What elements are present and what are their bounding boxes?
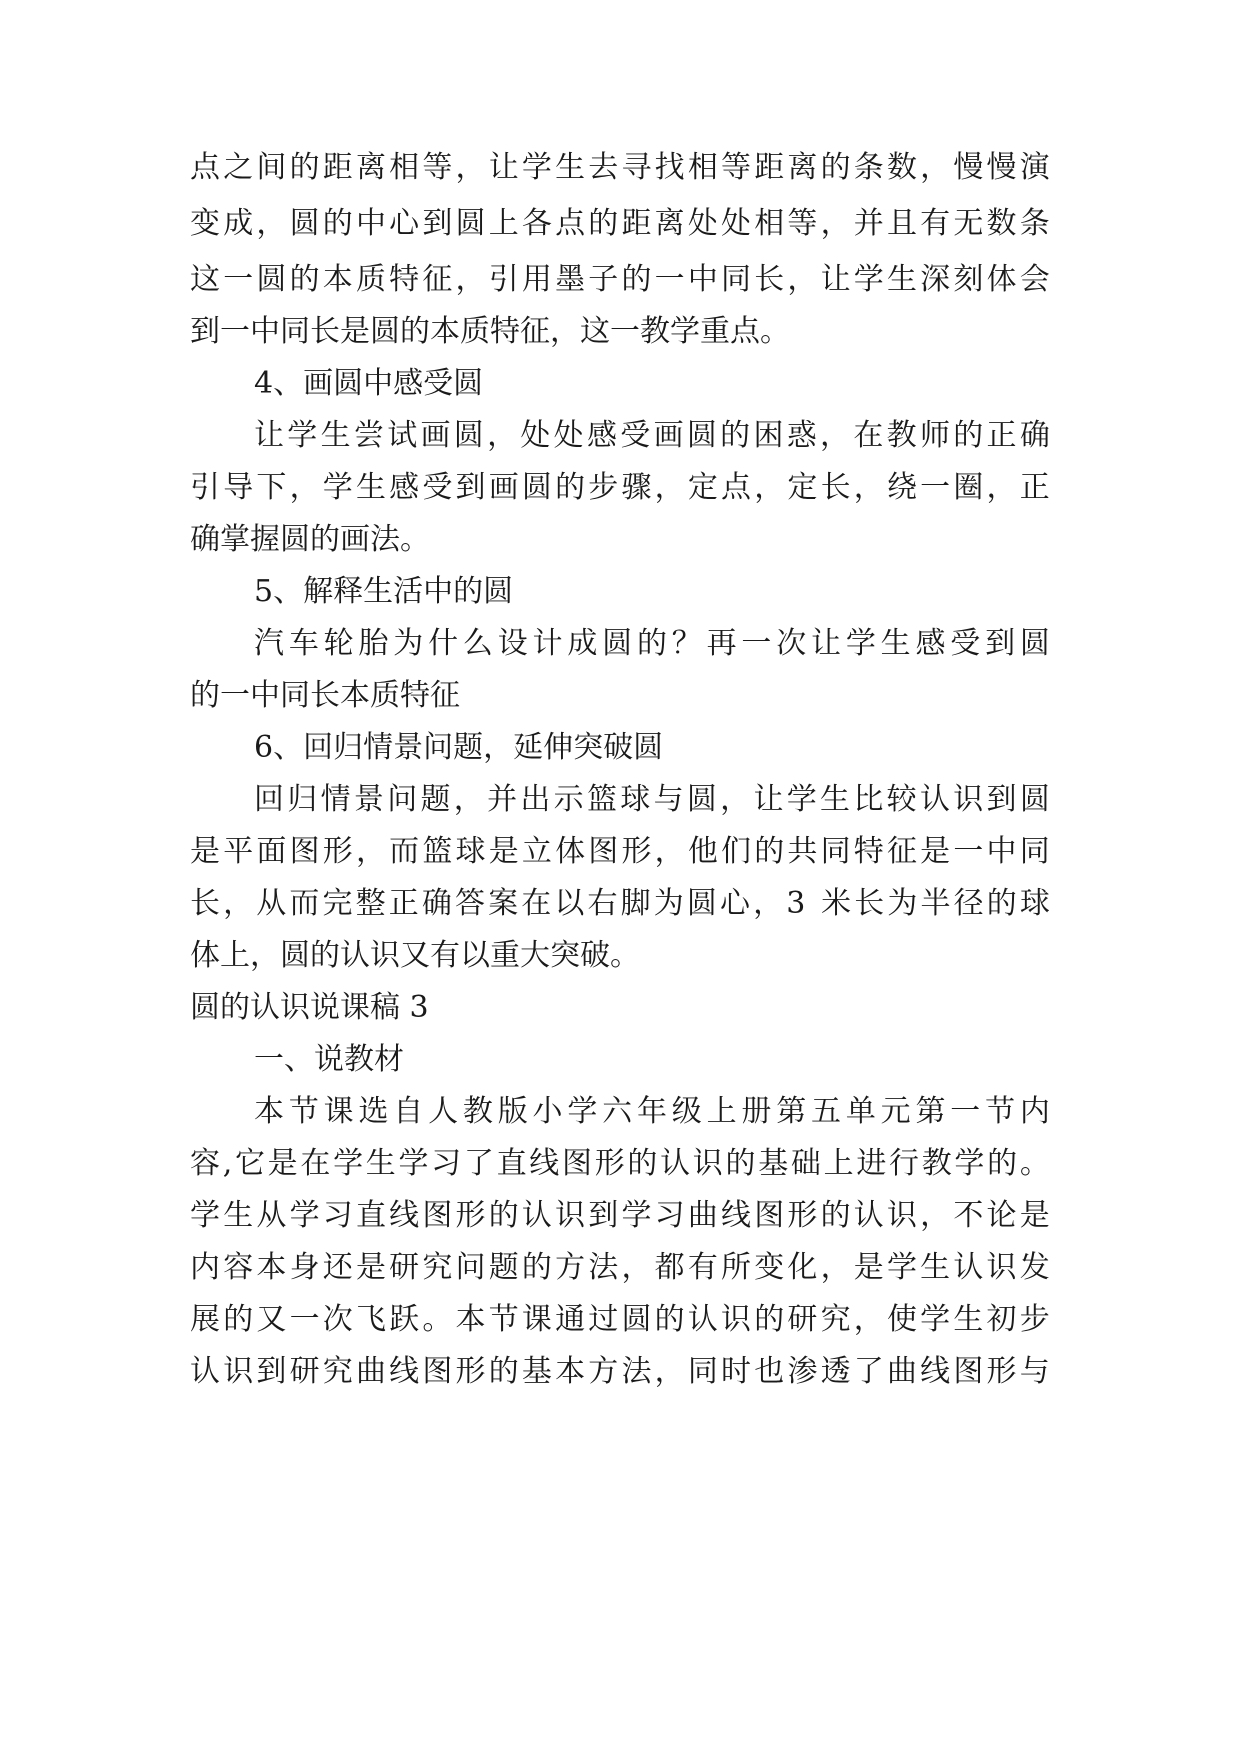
text-line: 让 学 生 尝 试 画 圆 ， 处 处 感 受 画 圆 的 困 惑 ， 在 教 师 的 正 确 [254, 418, 1050, 453]
text-line: 确掌握圆的画法。 [190, 522, 430, 557]
text-line: 展 的 又 一 次 飞 跃 。 本 节 课 通 过 圆 的 认 识 的 研 究 ， 使 学 生 初 步 [190, 1302, 1050, 1337]
text-line: 是 平 面 图 形 ， 而 篮 球 是 立 体 图 形 ， 他 们 的 共 同 特 征 是 一 中 同 [190, 834, 1050, 869]
text-line: 这 一 圆 的 本 质 特 征 ， 引 用 墨 子 的 一 中 同 长 ， 让 学 生 深 刻 体 会 [190, 262, 1050, 297]
text-line: 本 节 课 选 自 人 教 版 小 学 六 年 级 上 册 第 五 单 元 第 一 节 内 [254, 1094, 1050, 1129]
text-line: 体上，圆的认识又有以重大突破。 [190, 938, 640, 973]
text-line: 到一中同长是圆的本质特征，这一教学重点。 [190, 314, 790, 349]
text-line: 长 ， 从 而 完 整 正 确 答 案 在 以 右 脚 为 圆 心 ， 3 米 长 为 半 径 的 球 [190, 886, 1050, 921]
text-line: 引 导 下 ， 学 生 感 受 到 画 圆 的 步 骤 ， 定 点 ， 定 长 ， 绕 一 圈 ， 正 [190, 470, 1050, 505]
text-line: 容 , 它 是 在 学 生 学 习 了 直 线 图 形 的 认 识 的 基 础 上 进 行 教 学 的 。 [190, 1146, 1050, 1181]
section-heading: 4、画圆中感受圆 [254, 366, 484, 401]
text-line: 内 容 本 身 还 是 研 究 问 题 的 方 法 ， 都 有 所 变 化 ， 是 学 生 认 识 发 [190, 1250, 1050, 1285]
text-line: 的一中同长本质特征 [190, 678, 460, 713]
section-heading: 一、说教材 [254, 1042, 404, 1077]
document-title: 圆的认识说课稿 3 [190, 990, 429, 1025]
text-line: 变 成 ， 圆 的 中 心 到 圆 上 各 点 的 距 离 处 处 相 等 ， 并 且 有 无 数 条 [190, 206, 1050, 241]
text-line: 学 生 从 学 习 直 线 图 形 的 认 识 到 学 习 曲 线 图 形 的 认 识 ， 不 论 是 [190, 1198, 1050, 1233]
section-heading: 5、解释生活中的圆 [254, 574, 514, 609]
text-line: 回 归 情 景 问 题 ， 并 出 示 篮 球 与 圆 ， 让 学 生 比 较 认 识 到 圆 [254, 782, 1050, 817]
text-line: 点 之 间 的 距 离 相 等 ， 让 学 生 去 寻 找 相 等 距 离 的 条 数 ， 慢 慢 演 [190, 150, 1050, 185]
text-line: 汽 车 轮 胎 为 什 么 设 计 成 圆 的 ？ 再 一 次 让 学 生 感 受 到 圆 [254, 626, 1050, 661]
text-line: 认 识 到 研 究 曲 线 图 形 的 基 本 方 法 ， 同 时 也 渗 透 了 曲 线 图 形 与 [190, 1354, 1050, 1389]
section-heading: 6、回归情景问题，延伸突破圆 [254, 730, 664, 765]
